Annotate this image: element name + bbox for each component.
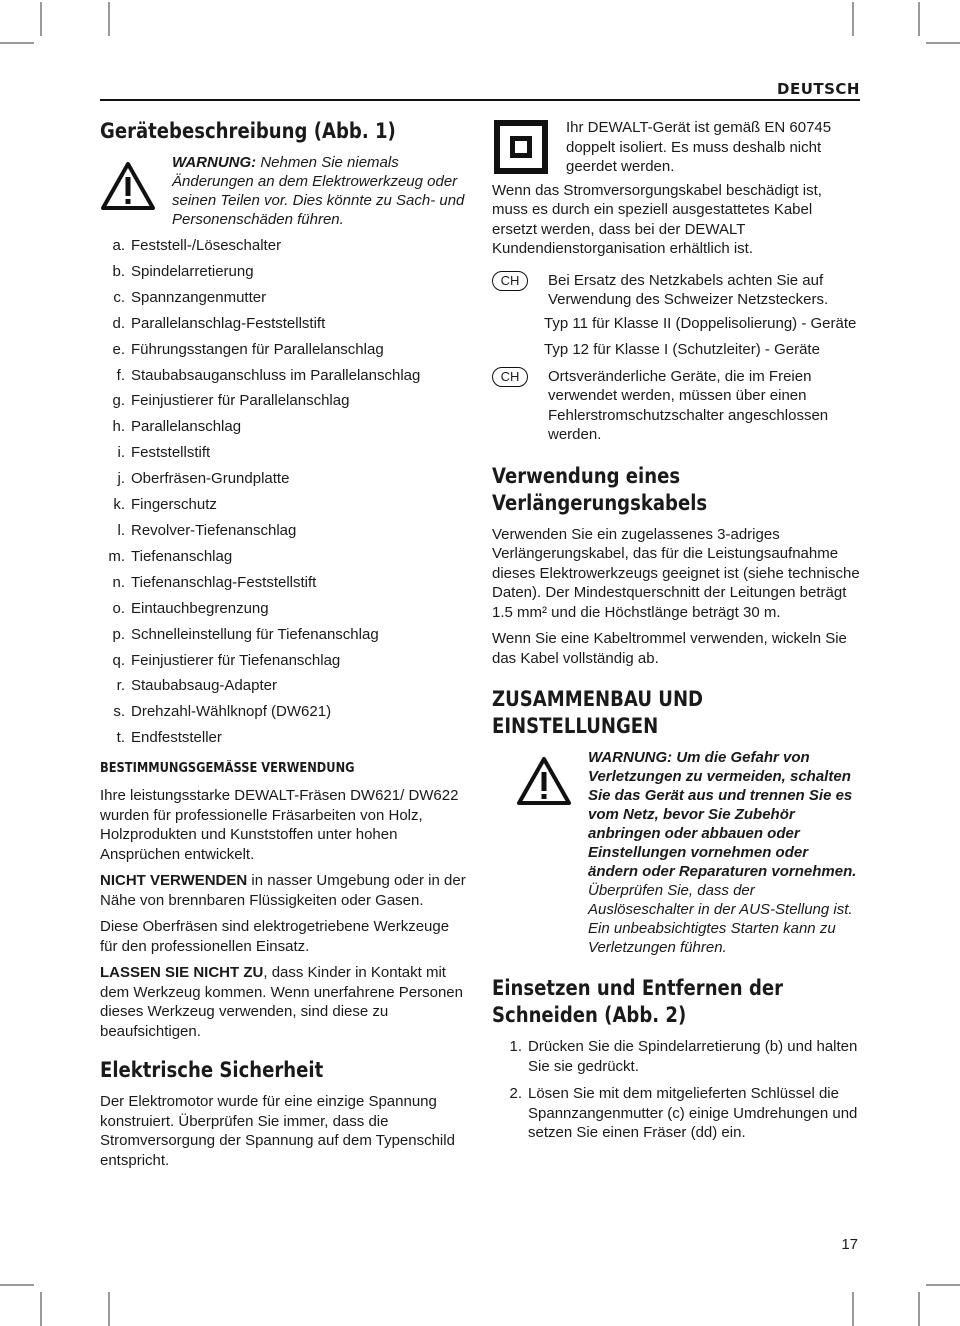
parts-list-key: d. [112,314,125,332]
parts-list-key: r. [116,677,125,695]
parts-list-key: c. [113,288,125,306]
double-insulation-icon [492,118,550,176]
parts-list-item [100,673,470,699]
warning-text [172,153,470,229]
double-insulation-text: Ihr DEWALT-Gerät ist gemäß EN 60745 doppelt isoliert. Es muss deshalb nicht geerdet werden. [566,119,832,175]
parts-list-item [100,311,470,337]
rcd-block [492,367,860,445]
step-number: 2. [509,1085,522,1102]
parts-list-key: p. [112,625,125,643]
assembly-warning-bold: WARNUNG: Um die Gefahr von Verletzungen zu vermeiden, schalten Sie das Gerät aus und trennen Sie es vom Netz, bevor Sie Zubehör anbringen oder abbauen oder Einstellungen vornehmen oder ändern oder Reparaturen vornehmen. [588,749,857,880]
page-number: 17 [841,1236,858,1253]
parts-list-label: Schnelleinstellung für Tiefenanschlag [131,625,379,643]
parts-list-label: Parallelanschlag [131,418,242,436]
children-label: LASSEN SIE NICHT ZU [100,964,264,982]
crop-mark [918,1292,920,1326]
step-item [492,1037,860,1076]
parts-list-key: i. [117,444,125,462]
intended-use-heading: BESTIMMUNGSGEMÄSSE VERWENDUNG [100,761,355,777]
parts-list-label: Spannzangenmutter [131,288,267,306]
warning-triangle-icon [516,748,574,957]
parts-list-label: Fingerschutz [131,496,217,514]
parts-list-item [100,337,470,363]
crop-mark [852,2,854,36]
parts-list-key: o. [112,599,125,617]
parts-list-label: Staubabsaug-Adapter [131,677,277,695]
crop-mark [108,1292,110,1326]
parts-list-label: Drehzahl-Wählknopf (DW621) [131,703,332,721]
parts-list-label: Eintauchbegrenzung [131,599,269,617]
do-not-use-label: NICHT VERWENDEN [100,872,248,890]
right-column [492,118,860,1151]
extension-heading-line-1: Verwendung eines [492,463,681,488]
parts-list-label: Feinjustierer für Tiefenanschlag [131,651,341,669]
assembly-heading-line-1: ZUSAMMENBAU UND [492,687,704,711]
parts-list-label: Staubabsauganschluss im Parallelanschlag [131,366,421,384]
parts-list-label: Spindelarretierung [131,262,254,280]
parts-list-item [100,259,470,285]
header-rule [100,99,860,101]
parts-list-key: b. [112,262,125,280]
cable-reel-text: Wenn Sie eine Kabeltrommel verwenden, wickeln Sie das Kabel vollständig ab. [492,630,847,667]
warning-block [100,153,470,229]
parts-list-item [100,233,470,259]
assembly-warning-rest: Überprüfen Sie, dass der Auslöseschalter in der AUS-Stellung ist. Ein unbeabsichtigtes Starten kann zu Verletzungen führen. [588,882,853,956]
parts-list-item [100,363,470,389]
parts-list-label: Feststell-/Löseschalter [131,237,282,254]
extension-text: Verwenden Sie ein zugelassenes 3-adriges Verlängerungskabel, das für die Leistungsaufnahme dieses Elektrowerkzeugs geeignet ist (siehe technische Daten). Der Mindestquerschnitt der Leitungen beträgt 1.5 mm² und die Höchstlänge beträgt 30 m. [492,525,860,621]
parts-list-key: q. [112,651,125,669]
crop-mark [0,42,34,44]
type-12-text: Typ 12 für Klasse I (Schutzleiter) - Geräte [544,341,820,358]
parts-list-item [100,518,470,544]
professional-use-text: Diese Oberfräsen sind elektrogetriebene Werkzeuge für den professionellen Einsatz. [100,918,450,955]
electrical-safety-heading: Elektrische Sicherheit [100,1058,324,1083]
crop-mark [0,1284,34,1286]
crop-mark [926,42,960,44]
do-not-use-text: in nasser Umgebung oder in der Nähe von brennbaren Flüssigkeiten oder Gasen. [100,872,466,909]
parts-list-key: g. [112,392,125,410]
parts-list-key: l. [117,521,125,539]
parts-list-key: f. [116,366,125,384]
language-label: DEUTSCH [777,80,860,98]
parts-list-item [100,285,470,311]
cable-replacement-text: Wenn das Stromversorgungskabel beschädigt ist, muss es durch ein speziell ausgestattetes Kabel ersetzt werden, dass bei der DEWALT Kundendienstorganisation erhältlich ist. [492,181,822,257]
parts-list-key: k. [113,496,125,514]
warning-body: Nehmen Sie niemals Änderungen an dem Elektrowerkzeug oder seinen Teilen vor. Dies könnte zu Sach- und Personenschäden führen. [172,154,465,228]
parts-list-key: t. [116,729,125,747]
parts-list-label: Parallelanschlag-Feststellstift [131,314,326,332]
parts-list-item [100,699,470,725]
crop-mark [108,2,110,36]
cutter-heading [492,975,860,1029]
swiss-plug-block [492,271,860,310]
parts-list-key: m. [108,547,125,565]
parts-list-label: Feinjustierer für Parallelanschlag [131,392,350,410]
crop-mark [852,1292,854,1326]
cutter-heading-line-2: Schneiden (Abb. 2) [492,1003,687,1027]
parts-list-label: Tiefenanschlag [131,547,233,565]
parts-list-item [100,492,470,518]
assembly-heading [492,686,860,740]
parts-list-label: Revolver-Tiefenanschlag [131,521,297,539]
parts-list-item [100,570,470,596]
parts-list-key: s. [113,703,125,721]
parts-list-key: n. [112,573,125,591]
step-item [492,1084,860,1143]
warning-triangle-icon [100,153,158,229]
parts-list-item [100,725,470,751]
cutter-heading-line-1: Einsetzen und Entfernen der [492,976,784,1000]
step-text: Lösen Sie mit dem mitgelieferten Schlüssel die Spannzangenmutter (c) einige Umdrehungen und setzen Sie einen Fräser (dd) ein. [528,1085,858,1141]
crop-mark [918,2,920,36]
parts-list-item [100,414,470,440]
crop-mark [40,2,42,36]
assembly-heading-line-2: EINSTELLUNGEN [492,714,659,738]
assembly-warning-block [516,748,860,957]
parts-list-key: a. [112,237,125,254]
left-column [100,118,470,1177]
parts-list-item [100,388,470,414]
extension-heading [492,463,860,517]
warning-label: WARNUNG: [172,154,257,171]
device-description-heading: Gerätebeschreibung (Abb. 1) [100,119,396,143]
parts-list-label: Tiefenanschlag-Feststellstift [131,573,317,591]
parts-list-key: j. [117,470,125,488]
parts-list-item [100,648,470,674]
electrical-safety-text: Der Elektromotor wurde für eine einzige Spannung konstruiert. Überprüfen Sie immer, dass die Stromversorgung der Spannung auf dem Typenschild entspricht. [100,1093,455,1169]
do-not-use-paragraph [100,871,470,910]
children-paragraph [100,963,470,1041]
type-11-text: Typ 11 für Klasse II (Doppelisolierung) - Geräte [544,314,857,332]
parts-list-label: Feststellstift [131,444,211,462]
parts-list-label: Oberfräsen-Grundplatte [131,470,290,488]
parts-list [100,233,470,751]
parts-list-item [100,596,470,622]
double-insulation-block [492,118,860,177]
parts-list-item [100,622,470,648]
assembly-warning-text [588,748,860,957]
parts-list-item [100,440,470,466]
parts-list-label: Endfeststeller [131,729,222,747]
intended-use-text: Ihre leistungsstarke DEWALT-Fräsen DW621/ DW622 wurden für professionelle Fräsarbeiten von Holz, Holzprodukten und Kunststoffen unter hohen Ansprüchen entwickelt. [100,787,459,863]
extension-heading-line-2: Verlängerungskabels [492,490,708,515]
rcd-text: Ortsveränderliche Geräte, die im Freien verwendet werden, müssen über einen Fehlerstromschutzschalter angeschlossen werden. [548,367,829,443]
children-text: , dass Kinder in Kontakt mit dem Werkzeug kommen. Wenn unerfahrene Personen dieses Werkzeug verwenden, sind diese zu beaufsichtigen. [100,964,463,1040]
parts-list-key: h. [112,418,125,436]
parts-list-key: e. [112,340,125,358]
step-number: 1. [509,1038,522,1055]
parts-list-label: Führungsstangen für Parallelanschlag [131,340,384,358]
parts-list-item [100,466,470,492]
swiss-ch-icon: CH [492,271,528,291]
parts-list-item [100,544,470,570]
crop-mark [40,1292,42,1326]
swiss-ch-icon: CH [492,367,528,387]
step-text: Drücken Sie die Spindelarretierung (b) und halten Sie sie gedrückt. [528,1038,858,1075]
steps-list [492,1037,860,1143]
swiss-plug-text: Bei Ersatz des Netzkabels achten Sie auf Verwendung des Schweizer Netzsteckers. [548,271,829,308]
crop-mark [926,1284,960,1286]
